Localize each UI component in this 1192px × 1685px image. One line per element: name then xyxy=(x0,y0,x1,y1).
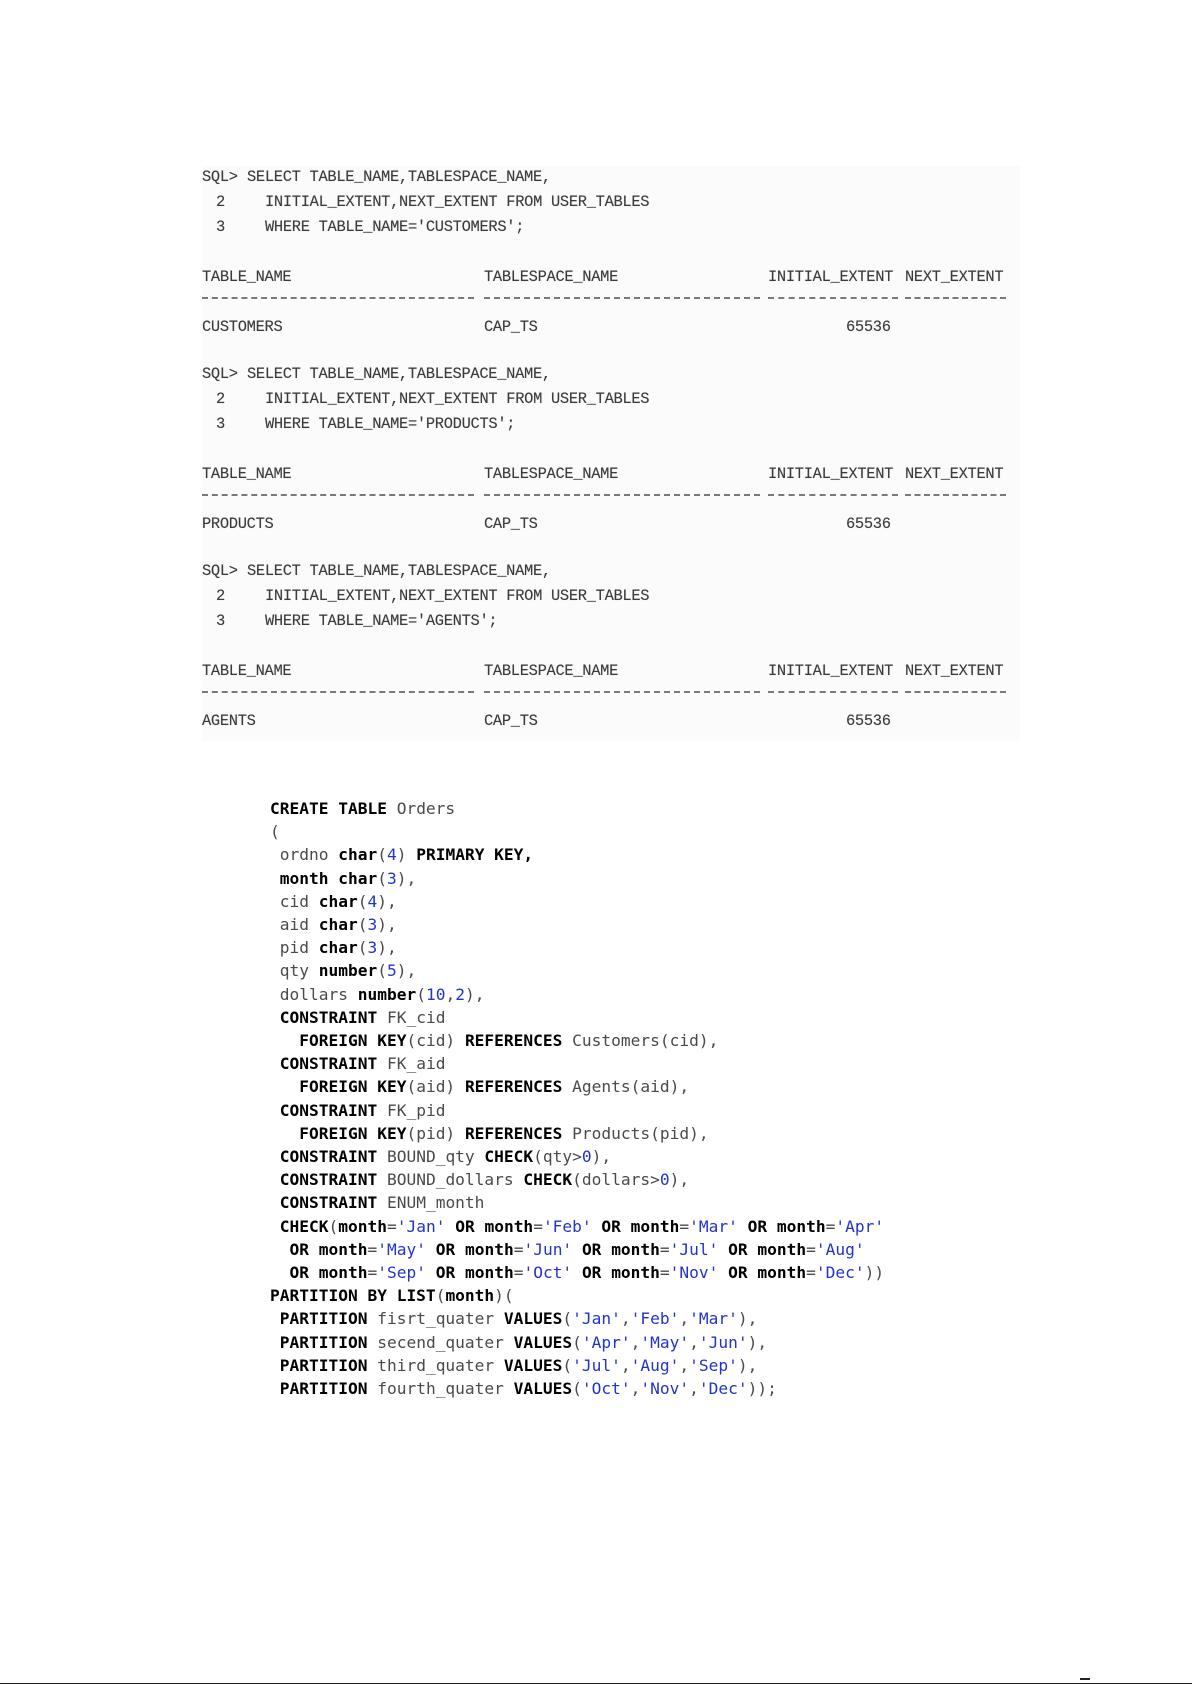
sql-prompt: SQL> xyxy=(202,168,238,186)
code-token-id: ( xyxy=(435,1286,446,1306)
sql-column-divider xyxy=(905,494,1006,496)
sql-column-header: INITIAL_EXTENT xyxy=(768,268,894,286)
code-line xyxy=(270,1122,709,1145)
sql-query-text: WHERE TABLE_NAME='PRODUCTS'; xyxy=(265,415,516,433)
sql-column-divider xyxy=(768,494,898,496)
sql-query-text: WHERE TABLE_NAME='AGENTS'; xyxy=(265,612,498,630)
code-token-kw: month xyxy=(484,1216,534,1236)
sql-query-text: INITIAL_EXTENT,NEXT_EXTENT FROM USER_TABLES xyxy=(265,587,650,605)
code-token-num: 5 xyxy=(386,961,397,981)
sql-column-divider xyxy=(202,494,474,496)
code-token-id xyxy=(455,1240,465,1259)
code-token-kw: month xyxy=(318,1263,368,1282)
code-token-id xyxy=(270,1263,290,1282)
sql-output-screenshot xyxy=(202,166,1020,741)
sql-prompt: 3 xyxy=(216,612,225,630)
code-line xyxy=(270,1331,767,1354)
code-token-str: 'May' xyxy=(640,1332,690,1352)
code-token-id xyxy=(475,1217,485,1236)
code-token-id: , xyxy=(689,1332,699,1352)
code-token-id: ), xyxy=(464,984,485,1004)
code-token-id xyxy=(309,1240,319,1259)
code-token-kw: CONSTRAINT xyxy=(279,1100,378,1120)
code-token-id: ), xyxy=(737,1309,758,1329)
code-token-kw: VALUES xyxy=(503,1309,563,1329)
code-token-num: 0 xyxy=(581,1147,592,1166)
code-token-id: = xyxy=(367,1263,378,1282)
code-token-id: = xyxy=(806,1239,816,1259)
code-token-str: 'Jun' xyxy=(523,1239,573,1259)
code-token-kw: month xyxy=(318,1239,368,1259)
code-token-kw: FOREIGN KEY xyxy=(299,1031,407,1050)
code-token-id: ), xyxy=(396,961,417,981)
code-token-id: , xyxy=(630,1379,641,1398)
code-token-kw: CONSTRAINT xyxy=(279,1193,378,1213)
code-token-id xyxy=(270,1309,280,1328)
code-token-id xyxy=(455,1263,465,1282)
code-token-id: ), xyxy=(396,868,417,888)
code-token-id xyxy=(445,1217,455,1236)
sql-column-divider xyxy=(484,297,760,299)
code-line xyxy=(270,1168,689,1191)
code-token-id: Products(pid), xyxy=(562,1123,709,1143)
code-token-kw: OR xyxy=(581,1263,602,1282)
code-token-str: 'Jan' xyxy=(396,1216,446,1236)
code-token-kw: OR xyxy=(728,1239,748,1259)
code-token-str: 'Jan' xyxy=(572,1309,621,1329)
sql-query-text: SELECT TABLE_NAME,TABLESPACE_NAME, xyxy=(247,168,551,186)
sql-column-header: TABLE_NAME xyxy=(202,465,292,483)
code-token-kw: month xyxy=(611,1263,660,1282)
code-token-kw: , xyxy=(523,845,534,865)
code-token-kw: char xyxy=(338,868,378,888)
code-token-id: Agents(aid), xyxy=(562,1077,690,1097)
code-token-id: = xyxy=(367,1239,378,1259)
code-token-id: BOUND_qty xyxy=(377,1147,485,1166)
code-token-id xyxy=(426,1240,436,1259)
code-token-str: 'Dec' xyxy=(815,1263,865,1282)
sql-column-divider xyxy=(905,297,1006,299)
code-token-id: fourth_quater xyxy=(367,1379,514,1398)
code-line xyxy=(270,1052,445,1075)
sql-prompt: 3 xyxy=(216,218,225,236)
sql-result-cell: 65536 xyxy=(846,712,891,730)
code-token-kw: PARTITION xyxy=(279,1332,368,1352)
code-token-str: 'Aug' xyxy=(630,1355,680,1375)
code-token-str: 'Apr' xyxy=(581,1332,631,1352)
sql-prompt: 2 xyxy=(216,390,225,408)
code-line xyxy=(270,913,397,936)
sql-result-cell: PRODUCTS xyxy=(202,515,274,533)
code-token-id: Customers(cid), xyxy=(562,1031,719,1050)
code-token-id: BOUND_dollars xyxy=(377,1170,524,1190)
sql-prompt: 3 xyxy=(216,415,225,433)
code-token-kw: VALUES xyxy=(513,1332,573,1352)
code-token-kw: OR xyxy=(289,1239,309,1259)
code-line xyxy=(270,983,484,1006)
code-token-id xyxy=(748,1263,758,1282)
code-token-str: 'Mar' xyxy=(689,1216,738,1236)
sql-query-text: INITIAL_EXTENT,NEXT_EXTENT FROM USER_TABLES xyxy=(265,390,650,408)
sql-column-header: INITIAL_EXTENT xyxy=(768,465,894,483)
sql-prompt: SQL> xyxy=(202,562,238,580)
code-token-id: FK_aid xyxy=(377,1054,446,1074)
code-token-str: 'Oct' xyxy=(581,1379,631,1398)
code-token-kw: FOREIGN KEY xyxy=(299,1123,407,1143)
code-token-num: 4 xyxy=(386,845,397,865)
code-token-kw: month xyxy=(445,1286,495,1306)
sql-result-cell: 65536 xyxy=(846,318,891,336)
code-line xyxy=(270,797,455,820)
code-token-id xyxy=(270,1379,280,1398)
code-token-id: (cid) xyxy=(406,1031,465,1050)
code-token-id xyxy=(270,1124,299,1143)
code-token-kw: char xyxy=(338,845,378,865)
sql-result-cell: CUSTOMERS xyxy=(202,318,283,336)
sql-column-divider xyxy=(202,691,474,693)
code-token-id: , xyxy=(679,1309,690,1329)
code-token-str: 'Nov' xyxy=(669,1263,719,1282)
code-token-kw: OR xyxy=(581,1239,602,1259)
code-token-id xyxy=(592,1217,602,1236)
code-token-id: = xyxy=(806,1263,816,1282)
code-token-id: fisrt_quater xyxy=(367,1309,504,1329)
code-token-id: ), xyxy=(377,891,397,911)
sql-column-header: NEXT_EXTENT xyxy=(905,662,1004,680)
code-token-id: = xyxy=(659,1263,670,1282)
code-token-str: 'Jun' xyxy=(698,1332,748,1352)
code-token-id xyxy=(270,1217,280,1236)
code-token-id xyxy=(738,1217,748,1236)
code-token-str: 'Feb' xyxy=(630,1309,680,1329)
code-token-id: ENUM_month xyxy=(377,1193,485,1213)
code-line xyxy=(270,1261,884,1284)
code-token-str: 'May' xyxy=(377,1239,426,1259)
code-token-id: ( xyxy=(562,1309,573,1329)
code-token-kw: month xyxy=(338,1216,387,1236)
code-token-str: 'Mar' xyxy=(689,1309,738,1329)
code-token-id: third_quater xyxy=(367,1355,504,1375)
code-token-id: FK_cid xyxy=(377,1007,446,1027)
code-token-kw: CONSTRAINT xyxy=(279,1054,378,1074)
code-token-kw: month xyxy=(464,1263,514,1282)
code-token-id: = xyxy=(533,1216,543,1236)
code-line xyxy=(270,820,280,843)
code-token-id: ( xyxy=(377,845,387,865)
sql-query-text: INITIAL_EXTENT,NEXT_EXTENT FROM USER_TABLES xyxy=(265,193,650,211)
code-token-id: )) xyxy=(864,1263,885,1282)
code-token-id: ( xyxy=(328,1216,339,1236)
code-token-id: ( xyxy=(377,961,387,981)
code-token-id: , xyxy=(630,1332,641,1352)
code-token-id: Orders xyxy=(386,799,456,818)
code-token-id: ( xyxy=(377,868,387,888)
sql-column-divider xyxy=(484,691,760,693)
code-token-id: ), xyxy=(747,1332,768,1352)
code-line xyxy=(270,1145,611,1168)
code-line xyxy=(270,843,533,866)
code-token-id: secend_quater xyxy=(367,1332,514,1352)
code-token-kw: PARTITION xyxy=(279,1379,368,1398)
sql-column-header: TABLE_NAME xyxy=(202,268,292,286)
code-token-kw: PARTITION xyxy=(279,1355,368,1375)
code-line xyxy=(270,1354,757,1377)
code-token-id: , xyxy=(620,1309,631,1329)
code-token-id xyxy=(309,1263,319,1282)
code-token-id: ( xyxy=(562,1355,573,1375)
code-token-str: 'Jul' xyxy=(572,1355,621,1375)
code-line xyxy=(270,1284,514,1307)
code-token-id: ( xyxy=(357,891,368,911)
code-line xyxy=(270,1075,689,1098)
code-line xyxy=(270,1215,884,1238)
code-token-id xyxy=(270,1333,280,1352)
code-token-kw: PARTITION BY LIST xyxy=(270,1286,436,1306)
code-token-kw: month xyxy=(776,1216,826,1236)
code-token-id xyxy=(270,1101,280,1120)
code-token-str: 'Aug' xyxy=(815,1239,865,1259)
code-token-kw: FOREIGN KEY xyxy=(299,1077,407,1097)
code-token-kw: month xyxy=(757,1263,807,1282)
code-token-kw: REFERENCES xyxy=(464,1123,563,1143)
code-token-kw: char xyxy=(318,915,358,934)
code-line xyxy=(270,1099,445,1122)
sql-result-cell: AGENTS xyxy=(202,712,256,730)
sql-column-divider xyxy=(768,297,898,299)
code-token-kw: CONSTRAINT xyxy=(279,1170,378,1190)
code-token-id: ordno xyxy=(270,845,339,865)
page-footer-rule xyxy=(0,1683,1192,1684)
code-token-kw: OR xyxy=(289,1263,309,1282)
code-token-id: (aid) xyxy=(406,1077,465,1097)
sql-column-header: NEXT_EXTENT xyxy=(905,268,1004,286)
code-line xyxy=(270,1029,718,1052)
code-token-id xyxy=(718,1263,728,1282)
code-token-kw: month xyxy=(757,1239,807,1259)
sql-column-header: TABLE_NAME xyxy=(202,662,292,680)
sql-prompt: SQL> xyxy=(202,365,238,383)
code-token-num: 4 xyxy=(367,891,378,911)
code-token-id: ( xyxy=(357,938,368,958)
code-token-kw: OR xyxy=(728,1263,748,1282)
sql-column-divider xyxy=(768,691,898,693)
code-token-id xyxy=(426,1263,436,1282)
code-token-id xyxy=(270,1008,280,1027)
code-token-kw: CHECK xyxy=(279,1216,329,1236)
code-token-kw: number xyxy=(357,984,417,1004)
code-token-id: (dollars> xyxy=(572,1170,660,1190)
code-line xyxy=(270,936,397,959)
code-token-id xyxy=(748,1240,758,1259)
code-token-kw: CONSTRAINT xyxy=(279,1007,378,1027)
code-token-id: ( xyxy=(270,822,280,842)
code-token-id: dollars xyxy=(270,984,358,1004)
code-token-id xyxy=(270,1054,280,1073)
code-token-num: 10 xyxy=(425,984,446,1004)
code-line xyxy=(270,890,397,913)
sql-column-header: TABLESPACE_NAME xyxy=(484,465,619,483)
code-token-kw: number xyxy=(318,961,378,981)
code-token-kw: char xyxy=(318,938,358,958)
code-token-kw: OR xyxy=(601,1216,621,1236)
code-token-id xyxy=(767,1217,777,1236)
code-token-id: (pid) xyxy=(406,1123,465,1143)
sql-query-text: SELECT TABLE_NAME,TABLESPACE_NAME, xyxy=(247,562,551,580)
code-token-id: aid xyxy=(270,915,319,934)
code-token-str: 'Oct' xyxy=(523,1263,573,1282)
code-token-str: 'Sep' xyxy=(377,1263,426,1282)
sql-column-divider xyxy=(202,297,474,299)
sql-column-header: INITIAL_EXTENT xyxy=(768,662,894,680)
code-token-id: = xyxy=(513,1239,524,1259)
code-token-id: = xyxy=(825,1216,836,1236)
code-token-id xyxy=(270,1240,290,1259)
code-token-kw: month xyxy=(279,868,329,888)
code-token-id: , xyxy=(689,1379,699,1398)
code-token-kw: CHECK xyxy=(484,1147,534,1166)
code-line xyxy=(270,959,416,982)
code-token-id: ), xyxy=(737,1355,758,1375)
sql-result-cell: 65536 xyxy=(846,515,891,533)
sql-result-cell: CAP_TS xyxy=(484,712,538,730)
code-token-kw: PARTITION xyxy=(279,1309,368,1329)
code-line xyxy=(270,1238,865,1261)
page-footer-mark xyxy=(1080,1678,1090,1680)
sql-result-cell: CAP_TS xyxy=(484,515,538,533)
code-line xyxy=(270,867,416,890)
sql-prompt: 2 xyxy=(216,587,225,605)
sql-query-text: WHERE TABLE_NAME='CUSTOMERS'; xyxy=(265,218,525,236)
code-line xyxy=(270,1377,777,1400)
code-token-kw: OR xyxy=(435,1263,456,1282)
code-token-kw: VALUES xyxy=(513,1379,573,1398)
code-token-id xyxy=(270,1193,280,1212)
code-token-id: ) xyxy=(396,845,417,865)
code-token-kw: month xyxy=(630,1216,680,1236)
code-token-id: ), xyxy=(377,915,397,934)
code-token-kw: month xyxy=(611,1239,660,1259)
code-token-id: ( xyxy=(572,1379,582,1398)
code-token-id: )); xyxy=(747,1379,777,1398)
code-token-num: 3 xyxy=(367,938,378,958)
code-token-kw: VALUES xyxy=(503,1355,563,1375)
sql-column-divider xyxy=(905,691,1006,693)
sql-query-text: SELECT TABLE_NAME,TABLESPACE_NAME, xyxy=(247,365,551,383)
code-token-kw: CONSTRAINT xyxy=(279,1147,378,1166)
code-token-id xyxy=(270,1077,299,1096)
code-token-id xyxy=(270,1356,280,1375)
code-token-id xyxy=(601,1263,611,1282)
code-token-id xyxy=(718,1240,728,1259)
code-token-kw: OR xyxy=(455,1216,475,1236)
code-token-id xyxy=(601,1240,611,1259)
code-token-str: 'Feb' xyxy=(542,1216,592,1236)
code-token-num: 3 xyxy=(367,915,378,934)
code-token-id: ( xyxy=(572,1332,582,1352)
code-token-id xyxy=(270,869,280,888)
code-token-id: = xyxy=(679,1216,690,1236)
code-token-id: , xyxy=(620,1355,631,1375)
code-token-id: ), xyxy=(377,938,397,958)
code-token-id: = xyxy=(659,1239,670,1259)
code-token-num: 0 xyxy=(659,1170,670,1190)
sql-prompt: 2 xyxy=(216,193,225,211)
code-token-str: 'Nov' xyxy=(640,1379,690,1398)
code-token-id: ( xyxy=(416,984,426,1004)
code-token-kw: char xyxy=(318,891,358,911)
code-token-id: cid xyxy=(270,891,319,911)
code-token-kw: REFERENCES xyxy=(464,1031,563,1050)
code-token-id: (qty> xyxy=(533,1147,582,1166)
sql-column-header: TABLESPACE_NAME xyxy=(484,268,619,286)
code-token-id xyxy=(572,1240,582,1259)
code-token-id: FK_pid xyxy=(377,1100,446,1120)
code-token-str: 'Apr' xyxy=(835,1216,885,1236)
code-token-id xyxy=(572,1263,582,1282)
code-token-kw: OR xyxy=(747,1216,768,1236)
code-token-str: 'Dec' xyxy=(698,1379,748,1398)
code-token-id xyxy=(621,1217,631,1236)
code-token-kw: PRIMARY KEY xyxy=(416,845,524,865)
code-token-str: 'Jul' xyxy=(669,1239,719,1259)
code-token-str: 'Sep' xyxy=(689,1355,738,1375)
sql-column-header: NEXT_EXTENT xyxy=(905,465,1004,483)
code-token-id: pid xyxy=(270,938,319,958)
code-line xyxy=(270,1006,445,1029)
code-token-id: = xyxy=(513,1263,524,1282)
code-token-id: ), xyxy=(669,1170,690,1190)
sql-column-header: TABLESPACE_NAME xyxy=(484,662,619,680)
code-token-num: 2 xyxy=(455,984,465,1004)
code-token-id xyxy=(270,1147,280,1166)
code-token-id: , xyxy=(679,1355,690,1375)
code-token-num: 3 xyxy=(386,868,397,888)
code-token-id xyxy=(328,869,338,888)
code-token-id: )( xyxy=(494,1286,514,1306)
code-token-kw: month xyxy=(464,1239,514,1259)
code-token-kw: CREATE TABLE xyxy=(270,799,387,818)
code-token-kw: OR xyxy=(435,1239,456,1259)
code-token-kw: REFERENCES xyxy=(464,1077,563,1097)
sql-result-cell: CAP_TS xyxy=(484,318,538,336)
code-token-kw: CHECK xyxy=(523,1170,573,1190)
code-token-id: , xyxy=(445,984,456,1004)
code-token-id xyxy=(270,1170,280,1189)
code-token-id: qty xyxy=(270,961,319,981)
code-token-id: ( xyxy=(357,915,368,934)
code-line xyxy=(270,1307,757,1330)
code-token-id: ), xyxy=(591,1147,612,1166)
sql-column-divider xyxy=(484,494,760,496)
code-line xyxy=(270,1191,484,1214)
code-token-id: = xyxy=(386,1216,397,1236)
code-token-id xyxy=(270,1031,299,1050)
